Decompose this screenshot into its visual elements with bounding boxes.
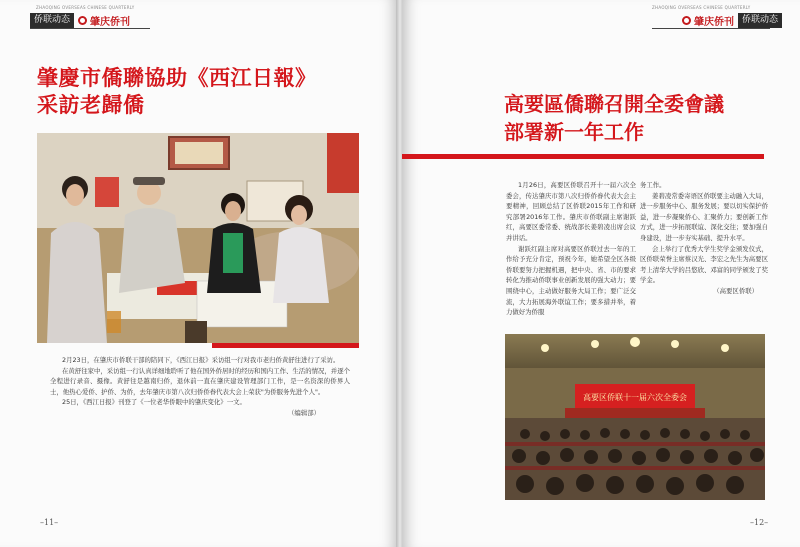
- paragraph: 谢跃红副主席对高要区侨联过去一年的工作给予充分肯定，预祝今年，她希望全区各级侨联要努力把握机遇，把中央、省、市的要求转化为推动侨联事业创新发展的强大动力；要围绕中心，主动做好服务大局工作；要广泛交流，大力拓展海外联谊工作；要多措并举，着力做好为侨服: [506, 244, 636, 317]
- brand-logo: [678, 13, 738, 28]
- article-author: （编辑部）: [288, 408, 320, 417]
- section-label: 侨联动态: [30, 13, 74, 28]
- article-title-line1: 高要區僑聯召開全委會議: [504, 92, 724, 116]
- paragraph: 在黄舒往家中，采访组一行认真详细地聆听了他在国外侨居时的经历和国内工作、生活的情况，并逐个全程进行录音、摄像。黄舒往是越南归侨，退休前一直在肇庆建设管理部门工作，是一名资深的侨界人士，他热心爱侨、护侨、为侨，去年肇庆市第八次归侨侨眷代表大会上荣获"为侨服务先进个人"。: [50, 366, 350, 396]
- brand-emblem-icon: [682, 16, 691, 25]
- article-body-column1: [506, 180, 636, 318]
- brand-emblem-icon: [78, 16, 87, 25]
- photo-red-accent: [212, 343, 359, 348]
- title-red-accent: [402, 154, 764, 159]
- paragraph: 务工作。: [640, 181, 666, 189]
- right-header: [678, 12, 782, 28]
- interview-photo: [37, 133, 359, 343]
- left-page: [0, 0, 398, 547]
- brand-name: 肇庆侨刊: [694, 16, 734, 28]
- section-label: 侨联动态: [738, 13, 782, 28]
- header-rule: [652, 28, 770, 29]
- article-title-line1: 肇慶市僑聯協助《西江日報》: [37, 66, 317, 90]
- right-page: [402, 0, 800, 547]
- header-top-text: ZHAOQING OVERSEAS CHINESE QUARTERLY: [36, 5, 135, 10]
- paragraph: 25日，《西江日报》刊登了《一位老华侨眼中的肇庆变化》一文。: [62, 398, 246, 407]
- paragraph: 姜碧凌常委寄语区侨联要主动融入大局，进一步服务中心、服务发展；要以切实保护侨益，进一步凝聚侨心、汇聚侨力；要创新工作方式，进一步拓展联谊、深化交往；要加强自身建设，进一步夯实基础、提升水平。: [640, 191, 768, 242]
- paragraph: 1月26日，高要区侨联召开十一届六次全委会，传达肇庆市第八次归侨侨眷代表大会主要精神，回顾总结了区侨联2015年工作和研究部署2016年工作。肇庆市侨联副主席谢跃红，高要区委常委、统战部长姜碧凌出席会议并讲话。: [506, 181, 636, 242]
- article-title-line2: 部署新一年工作: [504, 120, 644, 144]
- paragraph: 2月23日，在肇庆市侨联干部的陪同下，《西江日报》采访组一行对我市老归侨黄舒往进行了采访。: [62, 356, 340, 364]
- article-body-column2: [640, 180, 768, 297]
- conference-photo: [505, 334, 765, 500]
- brand-name: 肇庆侨刊: [90, 16, 131, 28]
- paragraph: 会上举行了优秀大学生奖学金颁发仪式，区侨联荣誉主席蔡汉光、李宏之先生为高要区考上清华大学的吕悠欣、邓富的同学颁发了奖学金。: [640, 244, 768, 285]
- header-top-text: ZHAOQING OVERSEAS CHINESE QUARTERLY: [652, 5, 751, 10]
- banner-text: 高要区侨联十一届六次全委会: [583, 393, 687, 402]
- article-title-line2: 采訪老歸僑: [37, 93, 145, 117]
- article-author: （高要区侨联）: [713, 286, 758, 295]
- left-header: [30, 12, 134, 28]
- article-body: [50, 355, 350, 419]
- page-number: –12–: [750, 518, 769, 527]
- header-rule: [30, 28, 150, 29]
- page-number: –11–: [40, 518, 59, 527]
- brand-logo: [74, 13, 134, 28]
